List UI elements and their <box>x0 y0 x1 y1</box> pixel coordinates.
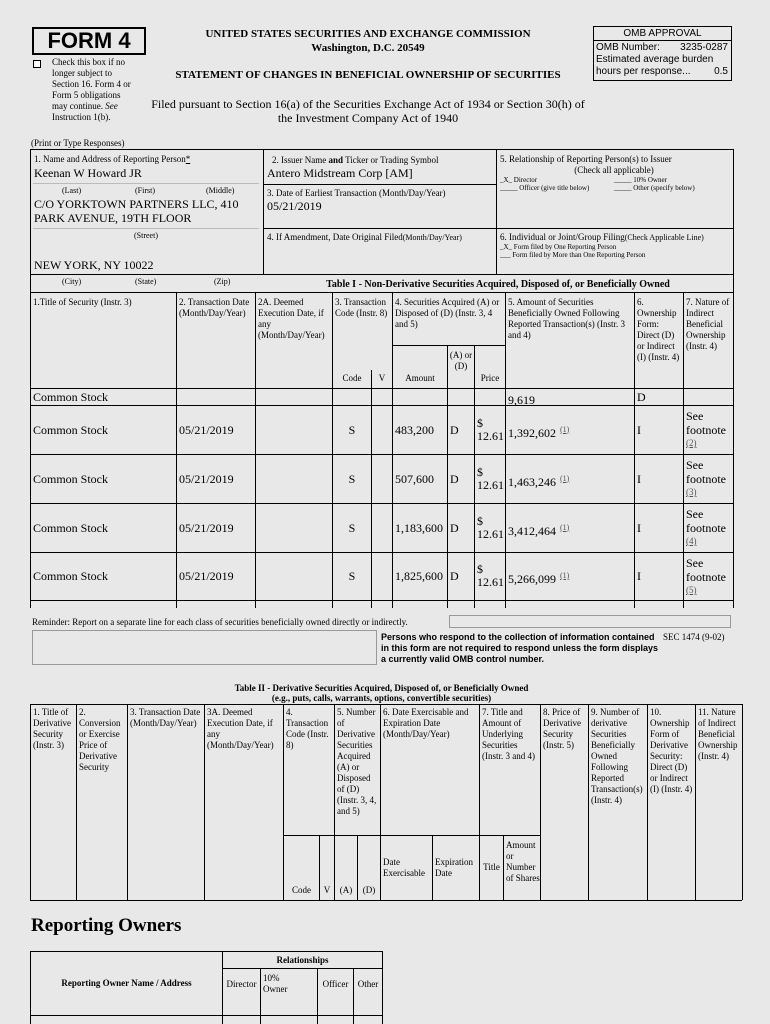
omb-number: 3235-0287 <box>680 42 728 53</box>
t1-col7 <box>683 292 684 608</box>
t1-h4: 4. Securities Acquired (A) or Disposed of (D) (Instr. 3, 4 and 5) <box>395 297 500 329</box>
t2-h5: 5. Number of Derivative Securities Acquired (A) or Disposed of (D) (Instr. 3, 4, and 5) <box>337 707 377 816</box>
address-underline <box>33 228 259 229</box>
t1-cell-title: Common Stock <box>33 520 109 535</box>
t2-col2 <box>76 704 77 900</box>
t1-cell-title: Common Stock <box>33 422 109 437</box>
filing-more: ___ Form filed by More than One Reporting Person <box>500 251 646 259</box>
statement-title: STATEMENT OF CHANGES IN BENEFICIAL OWNERSHIP OF SECURITIES <box>175 69 561 81</box>
relationship-10pct: _____ 10% Owner <box>614 176 667 184</box>
checkbox-text: Check this box if no longer subject to Section 16. Form 4 or Form 5 obligations may continue. See Instruction 1(b). <box>52 57 131 122</box>
t2-h11: 11. Nature of Indirect Beneficial Ownership (Instr. 4) <box>698 707 738 761</box>
relationship-sub: (Check all applicable) <box>574 165 654 175</box>
owners-right <box>382 951 383 1024</box>
t1-cell-form: D <box>637 389 646 404</box>
right-border <box>733 149 734 608</box>
t1-cell-nature: See footnote <box>686 556 726 584</box>
t1-cell-amount: 1,183,600 <box>395 520 443 535</box>
zip-label: (Zip) <box>214 277 231 286</box>
t2-sub-amount: Amount or Number of Shares <box>506 840 540 883</box>
t1-cell-date: 05/21/2019 <box>179 520 234 535</box>
t1-cell-code: S <box>348 569 356 583</box>
t2-sub-exercisable: Date Exercisable <box>383 857 425 878</box>
t1-owned-value: 3,412,464 <box>508 523 556 538</box>
omb-hours-label: hours per response... <box>596 66 691 77</box>
relationship-director: _X_ Director <box>500 176 538 184</box>
t1-sub-v: V <box>378 373 386 383</box>
t2-right <box>742 704 743 900</box>
t1-cell-title: Common Stock <box>33 569 109 583</box>
owners-sub-top <box>222 968 382 969</box>
owners-name-header: Reporting Owner Name / Address <box>61 978 192 988</box>
city-label: (City) <box>62 277 82 286</box>
t1-cell-owned <box>508 521 569 538</box>
t1-cell-form: I <box>637 422 641 437</box>
reminder-box <box>449 615 731 628</box>
middle-label: (Middle) <box>206 186 235 195</box>
t1-cell-aord: D <box>450 471 459 486</box>
t1-h6: 6. Ownership Form: Direct (D) or Indirect (I) (Instr. 4) <box>637 297 680 362</box>
first-label: (First) <box>135 186 155 195</box>
t1-cell-price: 12.61 <box>477 428 504 443</box>
t1-cell-price: 12.61 <box>477 526 504 541</box>
box5-bottom <box>496 228 733 229</box>
t1-owned-footnote-link[interactable]: (1) <box>560 424 570 434</box>
no-longer-subject-checkbox[interactable] <box>33 60 41 68</box>
t1-h7: 7. Nature of Indirect Beneficial Ownership (Instr. 4) <box>686 297 730 351</box>
t1-row1-bottom <box>30 405 733 406</box>
t2-sub-expiration: Expiration Date <box>435 857 473 878</box>
box1-divider <box>263 149 264 274</box>
form-title-box <box>32 27 146 55</box>
reporting-person-name: Keenan W Howard JR <box>34 166 142 180</box>
t2-h3: 3. Transaction Date (Month/Day/Year) <box>130 707 201 728</box>
omb-number-row <box>594 41 731 54</box>
relationship-label: 5. Relationship of Reporting Person(s) to Issuer <box>500 154 672 164</box>
t1-col2 <box>176 292 177 608</box>
name-underline <box>33 183 259 184</box>
t1-cell-date: 05/21/2019 <box>179 422 234 437</box>
omb-approval-box <box>593 26 732 81</box>
t1-owned-footnote-link[interactable]: (1) <box>560 571 570 580</box>
t2-h10: 10. Ownership Form of Derivative Security: Direct (D) or Indirect (I) (Instr. 4) <box>650 707 693 794</box>
t2-col3 <box>127 704 128 900</box>
t2-col5 <box>334 704 335 900</box>
owners-10pct: 10% Owner <box>263 973 288 994</box>
t2-sub-title: Title <box>483 862 500 872</box>
t1-sub-top <box>392 345 505 346</box>
owners-header-bottom <box>30 1015 382 1016</box>
t1-h2: 2. Transaction Date (Month/Day/Year) <box>179 297 250 318</box>
table1-top <box>30 292 733 293</box>
t1-col-price <box>474 345 475 608</box>
t1-cell-code: S <box>348 520 356 535</box>
reminder-text: Reminder: Report on a separate line for each class of securities beneficially owned directly or indirectly. <box>32 617 408 627</box>
t2-col9 <box>588 704 589 900</box>
top-section-border <box>30 149 733 150</box>
left-border <box>30 149 31 608</box>
omb-title: OMB APPROVAL <box>594 27 731 41</box>
filing-label: 6. Individual or Joint/Group Filing(Check Applicable Line) <box>500 232 704 242</box>
t1-row5-bottom <box>30 600 733 601</box>
filed-pursuant-line2: the Investment Company Act of 1940 <box>277 111 459 125</box>
persons-notice: Persons who respond to the collection of information contained in this form are not required to respond unless the form displays a currently valid OMB control number. <box>381 632 659 664</box>
t1-cell-code: S <box>348 422 356 437</box>
t2-bottom <box>30 900 742 901</box>
omb-hours-row <box>594 66 731 78</box>
t1-cell-amount: 507,600 <box>395 471 434 486</box>
t2-sub-v: V <box>323 885 331 895</box>
t1-cell-price-symbol: $ <box>477 513 483 528</box>
relationship-officer: _____ Officer (give title below) <box>500 184 590 192</box>
reporting-address-line2: PARK AVENUE, 19TH FLOOR <box>34 211 192 225</box>
t1-cell-price-symbol: $ <box>477 464 483 479</box>
t1-row4-bottom <box>30 552 733 553</box>
box3-bottom <box>263 228 496 229</box>
t2-col-amt <box>503 835 504 900</box>
issuer-name: Antero Midstream Corp [AM] <box>267 166 413 180</box>
relationship-other: _____ Other (specify below) <box>614 184 695 192</box>
t2-sub-d: (D) <box>362 885 376 895</box>
box5-divider <box>496 149 497 274</box>
t1-owned-value: 9,619 <box>508 392 535 407</box>
t1-cell-owned <box>508 472 569 489</box>
t1-col6 <box>634 292 635 608</box>
top-section-bottom <box>30 274 733 275</box>
t1-cell-form: I <box>637 471 641 486</box>
t1-col2a <box>255 292 256 608</box>
t1-owned-value: 1,463,246 <box>508 474 556 489</box>
reporting-owners-heading: Reporting Owners <box>31 915 182 936</box>
t1-cell-price-symbol: $ <box>477 415 483 430</box>
t1-h3: 3. Transaction Code (Instr. 8) <box>335 297 388 318</box>
t1-cell-date: 05/21/2019 <box>179 569 234 583</box>
t1-nature-footnote-link[interactable]: (4) <box>686 536 697 546</box>
reporting-city-line: NEW YORK, NY 10022 <box>34 258 154 272</box>
t1-sub-aord: (A) or (D) <box>449 350 473 371</box>
t1-cell-code: S <box>348 471 356 486</box>
t1-cell-form: I <box>637 520 641 535</box>
t2-left <box>30 704 31 900</box>
agency-location: Washington, D.C. 20549 <box>311 42 425 54</box>
state-label: (State) <box>135 277 157 286</box>
t2-sub-a: (A) <box>339 885 353 895</box>
t1-sub-amount: Amount <box>405 373 435 383</box>
print-type-note: (Print or Type Responses) <box>31 138 125 148</box>
t1-cell-nature: See footnote <box>686 458 726 486</box>
t1-row3-bottom <box>30 503 733 504</box>
t1-nature-footnote-link[interactable]: (5) <box>686 585 697 595</box>
t1-h1: 1.Title of Security (Instr. 3) <box>33 297 132 307</box>
t1-col-aord <box>447 345 448 608</box>
notice-left-box <box>32 630 377 665</box>
table2-title: Table II - Derivative Securities Acquired, Disposed of, or Beneficially Owned <box>234 683 529 693</box>
t1-nature-footnote-link[interactable]: (2) <box>686 438 697 448</box>
owners-relationships: Relationships <box>276 955 329 965</box>
t1-col4 <box>392 292 393 608</box>
t1-cell-title: Common Stock <box>33 471 109 486</box>
omb-number-label: OMB Number: <box>596 42 660 53</box>
t2-h4: 4. Transaction Code (Instr. 8) <box>286 707 329 750</box>
t1-cell-owned <box>508 423 569 440</box>
t1-cell-amount: 1,825,600 <box>395 569 443 583</box>
table2-subtitle: (e.g., puts, calls, warrants, options, convertible securities) <box>271 693 492 703</box>
omb-hours: 0.5 <box>714 66 728 77</box>
t1-cell-aord: D <box>450 569 459 583</box>
t2-col10 <box>647 704 648 900</box>
earliest-date-label: 3. Date of Earliest Transaction (Month/Day/Year) <box>267 188 446 198</box>
amendment-label: 4. If Amendment, Date Original Filed(Month/Day/Year) <box>267 232 462 242</box>
t1-col5 <box>505 292 506 608</box>
t1-sub-code: Code <box>342 373 362 383</box>
t2-col11 <box>695 704 696 900</box>
t2-top <box>30 704 742 705</box>
t1-cell-owned <box>508 390 539 407</box>
t1-owned-footnote-link[interactable]: (1) <box>560 473 570 483</box>
t2-h1: 1. Title of Derivative Security (Instr. 3) <box>33 707 71 750</box>
omb-burden: Estimated average burden <box>596 54 714 65</box>
t2-col6 <box>380 704 381 900</box>
t1-cell-price: 12.61 <box>477 575 504 589</box>
sec-code: SEC 1474 (9-02) <box>663 632 725 642</box>
t1-cell-amount: 483,200 <box>395 422 434 437</box>
t1-nature-footnote-link[interactable]: (3) <box>686 487 697 497</box>
issuer-label: 2. Issuer Name and Ticker or Trading Symbol <box>272 155 439 165</box>
filed-pursuant-line1: Filed pursuant to Section 16(a) of the Securities Exchange Act of 1934 or Section 30(h) of <box>151 97 585 111</box>
owners-officer: Officer <box>322 979 349 989</box>
t1-cell-form: I <box>637 569 641 583</box>
owners-other: Other <box>357 979 379 989</box>
t1-owned-value: 5,266,099 <box>508 572 556 586</box>
t1-h5: 5. Amount of Securities Beneficially Owned Following Reported Transaction(s) (Instr. 3 and 4) <box>508 297 625 340</box>
t1-cell-nature: See footnote <box>686 409 726 437</box>
street-label: (Street) <box>134 231 158 240</box>
reporting-address-line1: C/O YORKTOWN PARTNERS LLC, 410 <box>34 197 239 211</box>
t2-h6: 6. Date Exercisable and Expiration Date (Month/Day/Year) <box>383 707 469 739</box>
last-label: (Last) <box>62 186 82 195</box>
form-title: FORM 4 <box>47 28 131 53</box>
t2-h3a: 3A. Deemed Execution Date, if any (Month/Day/Year) <box>207 707 274 750</box>
t2-col8 <box>540 704 541 900</box>
t2-col4 <box>283 704 284 900</box>
t1-cell-date: 05/21/2019 <box>179 471 234 486</box>
t1-cell-aord: D <box>450 520 459 535</box>
t1-cell-aord: D <box>450 422 459 437</box>
t1-row2-bottom <box>30 454 733 455</box>
t1-cell-title: Common Stock <box>33 389 109 404</box>
t1-cell-price: 12.61 <box>477 477 504 492</box>
t2-col3a <box>204 704 205 900</box>
t2-sub-top <box>283 835 540 836</box>
earliest-date: 05/21/2019 <box>267 199 322 213</box>
box2-bottom <box>263 184 496 185</box>
table1-title: Table I - Non-Derivative Securities Acquired, Disposed of, or Beneficially Owned <box>326 279 670 290</box>
t1-cell-owned <box>508 569 569 586</box>
agency-name: UNITED STATES SECURITIES AND EXCHANGE COMMISSION <box>205 28 531 40</box>
t2-col-exp <box>432 835 433 900</box>
t1-cell-nature: See footnote <box>686 507 726 535</box>
owners-top <box>30 951 382 952</box>
t1-owned-footnote-link[interactable]: (1) <box>560 522 570 532</box>
t1-h2a: 2A. Deemed Execution Date, if any (Month/Day/Year) <box>258 297 325 340</box>
reporting-person-label: 1. Name and Address of Reporting Person* <box>34 154 191 164</box>
filing-one: _X_ Form filed by One Reporting Person <box>500 243 617 251</box>
t2-sub-code: Code <box>292 885 311 895</box>
t2-h9: 9. Number of derivative Securities Beneficially Owned Following Reported Transaction(s) (Instr. 4) <box>591 707 643 805</box>
t2-h2: 2. Conversion or Exercise Price of Derivative Security <box>79 707 121 772</box>
owners-director: Director <box>226 979 257 989</box>
t2-h8: 8. Price of Derivative Security (Instr. 5) <box>543 707 581 750</box>
t2-h7: 7. Title and Amount of Underlying Securities (Instr. 3 and 4) <box>482 707 535 761</box>
t1-sub-price: Price <box>480 373 500 383</box>
t1-cell-price-symbol: $ <box>477 562 483 576</box>
t1-owned-value: 1,392,602 <box>508 425 556 440</box>
